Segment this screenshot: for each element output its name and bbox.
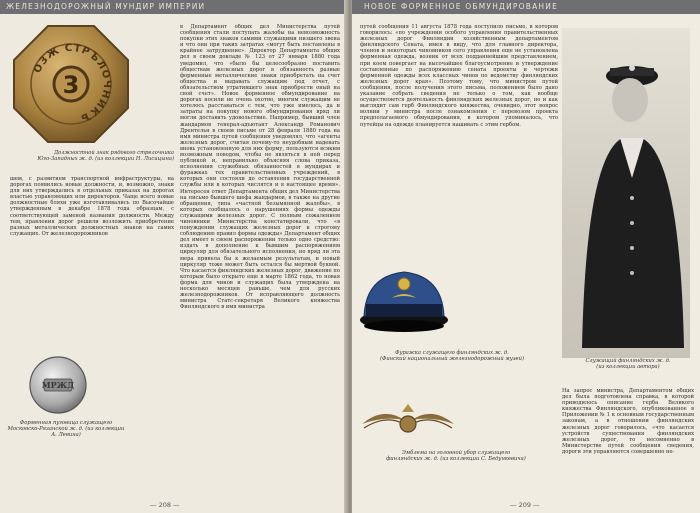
railway-employee-portrait <box>562 28 690 358</box>
right-running-head: НОВОЕ ФОРМЕННОЕ ОБМУНДИРОВАНИЕ <box>352 0 700 14</box>
svg-text:МРЖД: МРЖД <box>41 380 75 390</box>
uniform-cap-icon <box>354 254 454 334</box>
left-page <box>0 0 348 513</box>
badge-caption: Должностной знак рядового стрелочника Юго-Западных ж. д. (из коллекции Н. Лисицына) <box>37 150 174 163</box>
button-caption: Форменная пуговица служащего Московско-Рязанской ж. д. (из коллекции А. Левина) <box>7 420 125 439</box>
svg-text:3: 3 <box>62 71 80 99</box>
left-running-head: ЖЕЛЕЗНОДОРОЖНЫЙ МУНДИР ИМПЕРИИ <box>0 0 348 14</box>
right-column-1-text: путей сообщения 11 августа 1878 года поступило письмо, в котором говорилось: «по учреждении особого управления правительственных железных дорог Финляндии хозяйственным департаментом финляндского Сената, имея в виду, что для главного директора, членов и некоторых чиновников сего управления еще не установлена форменная одежда, возник от всех подданнейшим представлением, при коем повергает на высочайшее благоусмотрение и утверждение составленные по распоряжению сената проекты и чертежи форменной одежды всех классных чинов по ведомству финляндских железных дорог края». Поэтому тому, что министром путей сообщения, после получения этого письма, положением было дано указание собрать сведения не только о том, как вообще осуществляется деятельность финляндских железных дорог, но и как выглядит сам герб Финляндского княжества, очевидно, этот вопрос волнии у министра после ознакомления с перевозом проекта предполагаемого обмундирования, в котором упоминалось, что путейцы на одежде планируется нашивать с этим гербом. <box>360 24 558 128</box>
official-badge-image <box>12 24 130 144</box>
uniform-button-icon <box>28 355 88 415</box>
left-folio: — 208 — <box>150 501 180 509</box>
portrait-photo <box>562 28 690 358</box>
emblem-caption: Эмблема на головной убор служащего финляндских ж. д. (из коллекции С. Бедункевича) <box>386 450 526 463</box>
winged-wheel-icon <box>360 398 456 442</box>
uniform-button-image <box>28 355 88 415</box>
left-column-1-text: шем, с развитием транспортной инфраструктуры, на дорогах появились новые должности, и, возможно, знаки для них утверждались в отдельных приказах на дорогах властью управляющих или директоров. Чаще всего новые должностные бляхи уже изготавливались по Высочайше утвержденным в декабре 1878 года образцам, с соответствующей заменой названия должности. Между тем, правления дорог решили возложить приобретение разных металлических должностных знаков на самих служащих. От железнодорожников <box>10 176 174 237</box>
railway-cap-image <box>354 254 454 334</box>
badge-icon <box>12 24 130 144</box>
cap-emblem-image <box>360 398 456 442</box>
photo-caption: Служащий финляндских ж. д. (из коллекции автора) <box>585 358 671 371</box>
cap-caption: Фуражка служащего финляндских ж. д. (Финский национальный железнодорожный музей) <box>380 350 524 363</box>
right-folio: — 209 — <box>510 501 540 509</box>
right-column-2-text: На запрос министра, Департаментом общих дел была подготовлена справка, в которой приводилось описание герба Великого княжества Финляндского, опубликованное в Приложении № 1 к основным государственным законам, а в отношении финляндских железных дорог говорилось, «что касается устройств существования финляндских железных дорог, то несомненно в Министерстве путей сообщения сведения, дороги эти управляются совершенно не- <box>562 388 694 455</box>
left-column-2-text: в Департамент общих дел Министерства путей сообщения стали поступать жалобы на невозможность покупки этих знаков самими служащими низшего звена и что они при таких затратах «могут быть поставлены в крайнее затруднение». Директор Департамента общих дел в своем докладе № 123 от 27 января 1880 года уведомил, что «было бы целесообразно поставить обществам железных дорог в обязанность разные форменные металлические знаки приобретать на счет общества и выдавать служащим под отчет, с обязательством утратившего знак приобрести оный на свой счет». Новое форменное обмундирование на дорогах носили не очень охотно, многим служащим не хотелось расставаться с тем, что уже имелось, да и затраты на покупку нового обмундирования вряд ли могли доставить удовольствие. Например, бывший член жандармов генерал-адъютант Александр Романович Дрентельн в своем письме от 28 февраля 1880 года на имя министра путей сообщения уведомлял, что «агенты железных дорог, считая почему-то неудобным надевать вновь установленную для них форму, пользуются всяким возможным поводом, чтобы не являться в ней перед публикой и, неправильно объясняя слова приказа, исполнения служебных обязанностей в мундирах и фуражках тех правительственных учреждений, в которых они состояли до оставления государственной службы или в которых числятся и в настоящее время». Интересен ответ Департамента общих дел Министерства на письмо бывшего шефа жандармов, в также на другие обращения, типа «частной безымянной жалобы», в которых сообщалось о нарушениях формы одежды служащими железных дорог. С полным сожалением чиновники Министерства констатировали, что «в понуждении служащих железных дорог к строгому соблюдению правил формы одежды» Департамент общих дел имеет в своем распоряжении только одно средство: издать в дополнение к бывшим распоряжениям циркуляр для обязательного исполнения, но вряд ли эта мера привела бы к желаемым результатам, и новый циркуляр тоже может быть остался бы мертвой буквой. Что касается финляндских железных дорог, движение по которым было открыто еще в марте 1862 года, то новая форма для чинов и служащих была утверждена на несколько месяцев раньше, чем для русских железнодорожников. От исправляющего должность министра Статс-секретаря Великого княжества Финляндского в имя министра <box>180 24 340 311</box>
svg-text:ОЗЖ СТРЪЛОЧНИКЪ: ОЗЖ СТРЪЛОЧНИКЪ <box>32 42 113 124</box>
